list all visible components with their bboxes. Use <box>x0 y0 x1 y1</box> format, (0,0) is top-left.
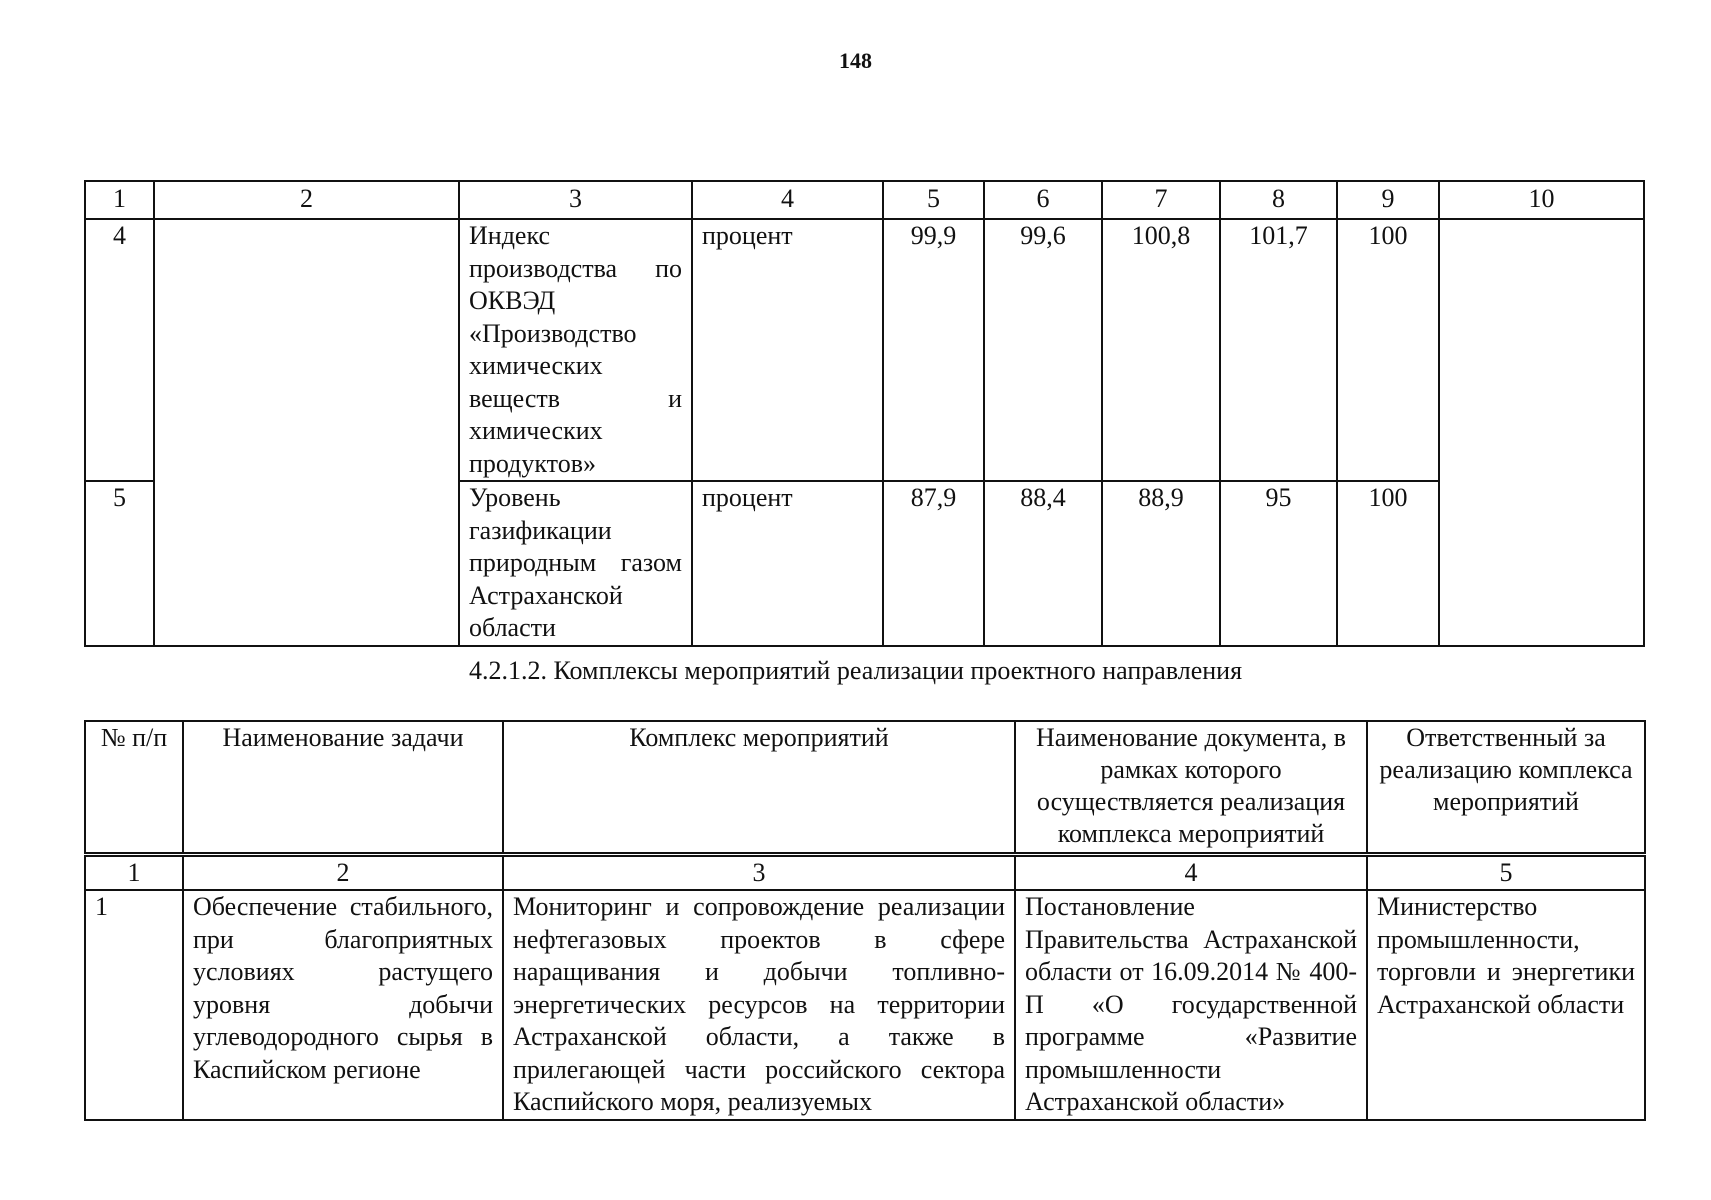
table-row <box>85 219 1644 481</box>
value-cell: 100 <box>1337 219 1439 481</box>
column-number: 9 <box>1337 181 1439 219</box>
responsible-cell <box>1367 890 1645 1120</box>
column-number: 3 <box>503 855 1015 891</box>
column-number: 3 <box>459 181 692 219</box>
column-number: 2 <box>183 855 503 891</box>
column-number: 10 <box>1439 181 1644 219</box>
responsible-text: Министерство промышленности, торговли и энергетики Астраханской области <box>1377 892 1635 1019</box>
task-text: Обеспечение стабильного, при благоприятных условиях растущего уровня добычи углеводородного сырья в Каспийском регионе <box>193 892 493 1084</box>
column-number: 1 <box>85 855 183 891</box>
document-cell <box>1015 890 1367 1120</box>
row-number: 1 <box>85 890 183 1120</box>
value-cell: 100 <box>1337 481 1439 646</box>
section-title: 4.2.1.2. Комплексы мероприятий реализации проектного направления <box>468 656 1243 685</box>
page-number: 148 <box>839 48 872 73</box>
header-document: Наименование документа, в рамках которого осуществляется реализация комплекса мероприятий <box>1015 721 1367 855</box>
value-cell: 101,7 <box>1220 219 1337 481</box>
unit-cell: процент <box>692 481 883 646</box>
indicators-header-row <box>85 181 1644 219</box>
measures-cell <box>503 890 1015 1120</box>
value-cell: 87,9 <box>883 481 984 646</box>
row-number: 5 <box>85 481 154 646</box>
value-cell: 99,9 <box>883 219 984 481</box>
column-number: 5 <box>1367 855 1645 891</box>
measures-text: Мониторинг и сопровождение реализации нефтегазовых проектов в сфере наращивания и добычи топливно-энергетических ресурсов на территории Астраханской области, а также в прилегающей части российского сектора Каспийского моря, реализуемых <box>513 892 1005 1116</box>
column-number: 2 <box>154 181 459 219</box>
empty-cell <box>154 219 459 646</box>
measures-header-row <box>85 721 1645 855</box>
row-number: 4 <box>85 219 154 481</box>
header-number: № п/п <box>85 721 183 855</box>
column-number: 4 <box>692 181 883 219</box>
column-numbers-row <box>85 855 1645 891</box>
measures-table <box>84 720 1646 1121</box>
value-cell: 95 <box>1220 481 1337 646</box>
table-row <box>85 890 1645 1120</box>
indicator-name: Индекс производства по ОКВЭД «Производство химических веществ и химических продуктов» <box>459 219 692 481</box>
value-cell: 88,4 <box>984 481 1102 646</box>
header-task: Наименование задачи <box>183 721 503 855</box>
document-text: Постановление Правительства Астраханской области от 16.09.2014 № 400-П «О государственной программе «Развитие промышленности Астраханской области» <box>1025 892 1357 1116</box>
task-cell <box>183 890 503 1120</box>
column-number: 1 <box>85 181 154 219</box>
value-cell: 100,8 <box>1102 219 1220 481</box>
column-number: 6 <box>984 181 1102 219</box>
column-number: 5 <box>883 181 984 219</box>
value-cell: 88,9 <box>1102 481 1220 646</box>
value-cell: 99,6 <box>984 219 1102 481</box>
column-number: 7 <box>1102 181 1220 219</box>
empty-cell <box>1439 219 1644 646</box>
unit-cell: процент <box>692 219 883 481</box>
column-number: 4 <box>1015 855 1367 891</box>
header-responsible: Ответственный за реализацию комплекса мероприятий <box>1367 721 1645 855</box>
indicators-table <box>84 180 1645 647</box>
header-measures: Комплекс мероприятий <box>503 721 1015 855</box>
column-number: 8 <box>1220 181 1337 219</box>
indicator-name: Уровень газификации природным газом Астраханской области <box>459 481 692 646</box>
